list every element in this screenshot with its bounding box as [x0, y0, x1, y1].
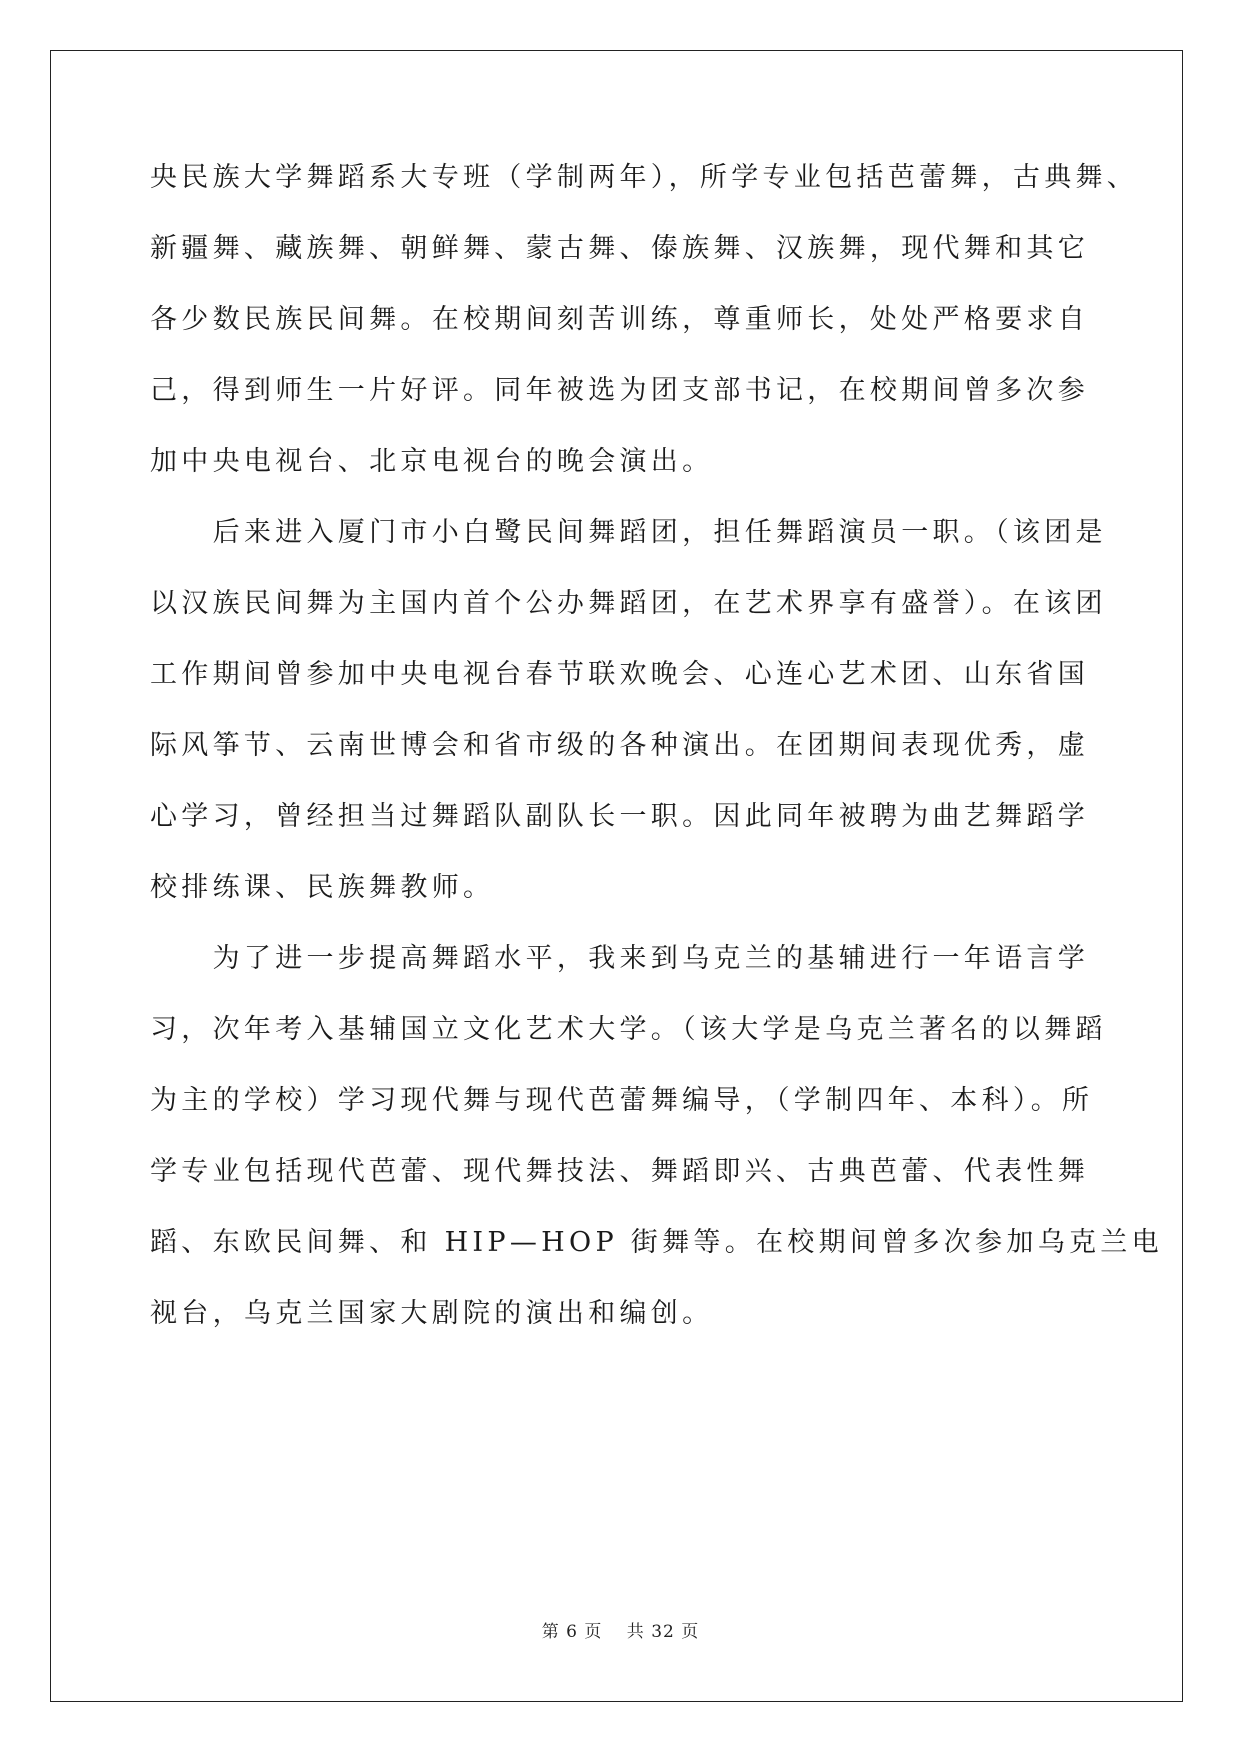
- text-line: 为主的学校）学习现代舞与现代芭蕾舞编导，（学制四年、本科）。所: [150, 1085, 1094, 1116]
- text-line: 心学习，曾经担当过舞蹈队副队长一职。因此同年被聘为曲艺舞蹈学: [150, 801, 1089, 832]
- text-line: 学专业包括现代芭蕾、现代舞技法、舞蹈即兴、古典芭蕾、代表性舞: [150, 1156, 1089, 1187]
- text-line: 工作期间曾参加中央电视台春节联欢晚会、心连心艺术团、山东省国: [150, 659, 1089, 690]
- text-line: 校排练课、民族舞教师。: [150, 872, 495, 903]
- text-line: 蹈、东欧民间舞、和 HIP—HOP 街舞等。在校期间曾多次参加乌克兰电: [150, 1227, 1163, 1258]
- text-line: 后来进入厦门市小白鹭民间舞蹈团，担任舞蹈演员一职。（该团是: [150, 517, 1107, 548]
- text-line: 央民族大学舞蹈系大专班（学制两年），所学专业包括芭蕾舞，古典舞、: [150, 162, 1139, 193]
- text-line: 际风筝节、云南世博会和省市级的各种演出。在团期间表现优秀，虚: [150, 730, 1089, 761]
- text-line: 各少数民族民间舞。在校期间刻苦训练，尊重师长，处处严格要求自: [150, 304, 1089, 335]
- text-line: 己，得到师生一片好评。同年被选为团支部书记，在校期间曾多次参: [150, 375, 1089, 406]
- text-line: 习，次年考入基辅国立文化艺术大学。（该大学是乌克兰著名的以舞蹈: [150, 1014, 1107, 1045]
- text-line: 加中央电视台、北京电视台的晚会演出。: [150, 446, 714, 477]
- page-number: 第 6 页 共 32 页: [541, 1622, 700, 1642]
- text-line: 新疆舞、藏族舞、朝鲜舞、蒙古舞、傣族舞、汉族舞，现代舞和其它: [150, 233, 1089, 264]
- text-line: 为了进一步提高舞蹈水平，我来到乌克兰的基辅进行一年语言学: [150, 943, 1089, 974]
- text-line: 以汉族民间舞为主国内首个公办舞蹈团，在艺术界享有盛誉）。在该团: [150, 588, 1107, 619]
- text-line: 视台，乌克兰国家大剧院的演出和编创。: [150, 1298, 714, 1329]
